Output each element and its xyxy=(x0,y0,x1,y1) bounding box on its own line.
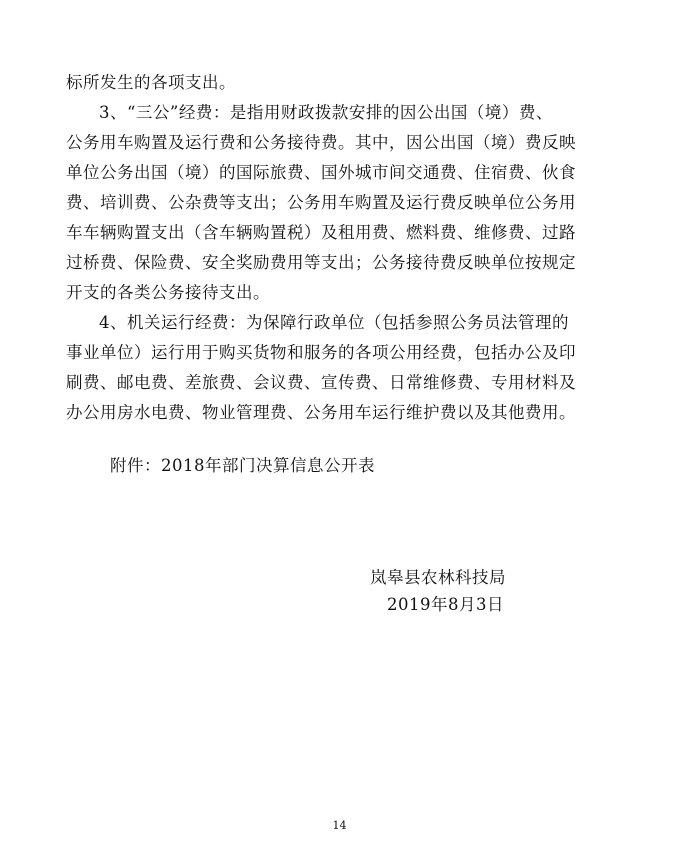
paragraph-line-2: 3、“三公”经费：是指用财政拨款安排的因公出国（境）费、 xyxy=(99,103,553,122)
signature-date: 2019年8月3日 xyxy=(387,595,504,614)
paragraph-line-3: 公务用车购置及运行费和公务接待费。其中，因公出国（境）费反映 xyxy=(66,133,576,152)
paragraph-line-5: 费、培训费、公杂费等支出；公务用车购置及运行费反映单位公务用 xyxy=(66,193,576,212)
paragraph-line-7: 过桥费、保险费、安全奖励费用等支出；公务接待费反映单位按规定 xyxy=(66,253,576,272)
paragraph-line-4: 单位公务出国（境）的国际旅费、国外城市间交通费、住宿费、伙食 xyxy=(66,163,576,182)
paragraph-line-12: 办公用房水电费、物业管理费、公务用车运行维护费以及其他费用。 xyxy=(66,403,576,422)
attachment-note: 附件：2018年部门决算信息公开表 xyxy=(110,456,375,475)
paragraph-line-1: 标所发生的各项支出。 xyxy=(66,73,236,92)
signature-organization: 岚皋县农林科技局 xyxy=(370,568,506,587)
paragraph-line-11: 刷费、邮电费、差旅费、会议费、宣传费、日常维修费、专用材料及 xyxy=(66,373,576,392)
paragraph-line-8: 开支的各类公务接待支出。 xyxy=(66,283,270,302)
page-number: 14 xyxy=(332,819,347,832)
paragraph-line-6: 车车辆购置支出（含车辆购置税）及租用费、燃料费、维修费、过路 xyxy=(66,223,576,242)
paragraph-line-9: 4、机关运行经费：为保障行政单位（包括参照公务员法管理的 xyxy=(99,313,569,332)
paragraph-line-10: 事业单位）运行用于购买货物和服务的各项公用经费，包括办公及印 xyxy=(66,343,576,362)
